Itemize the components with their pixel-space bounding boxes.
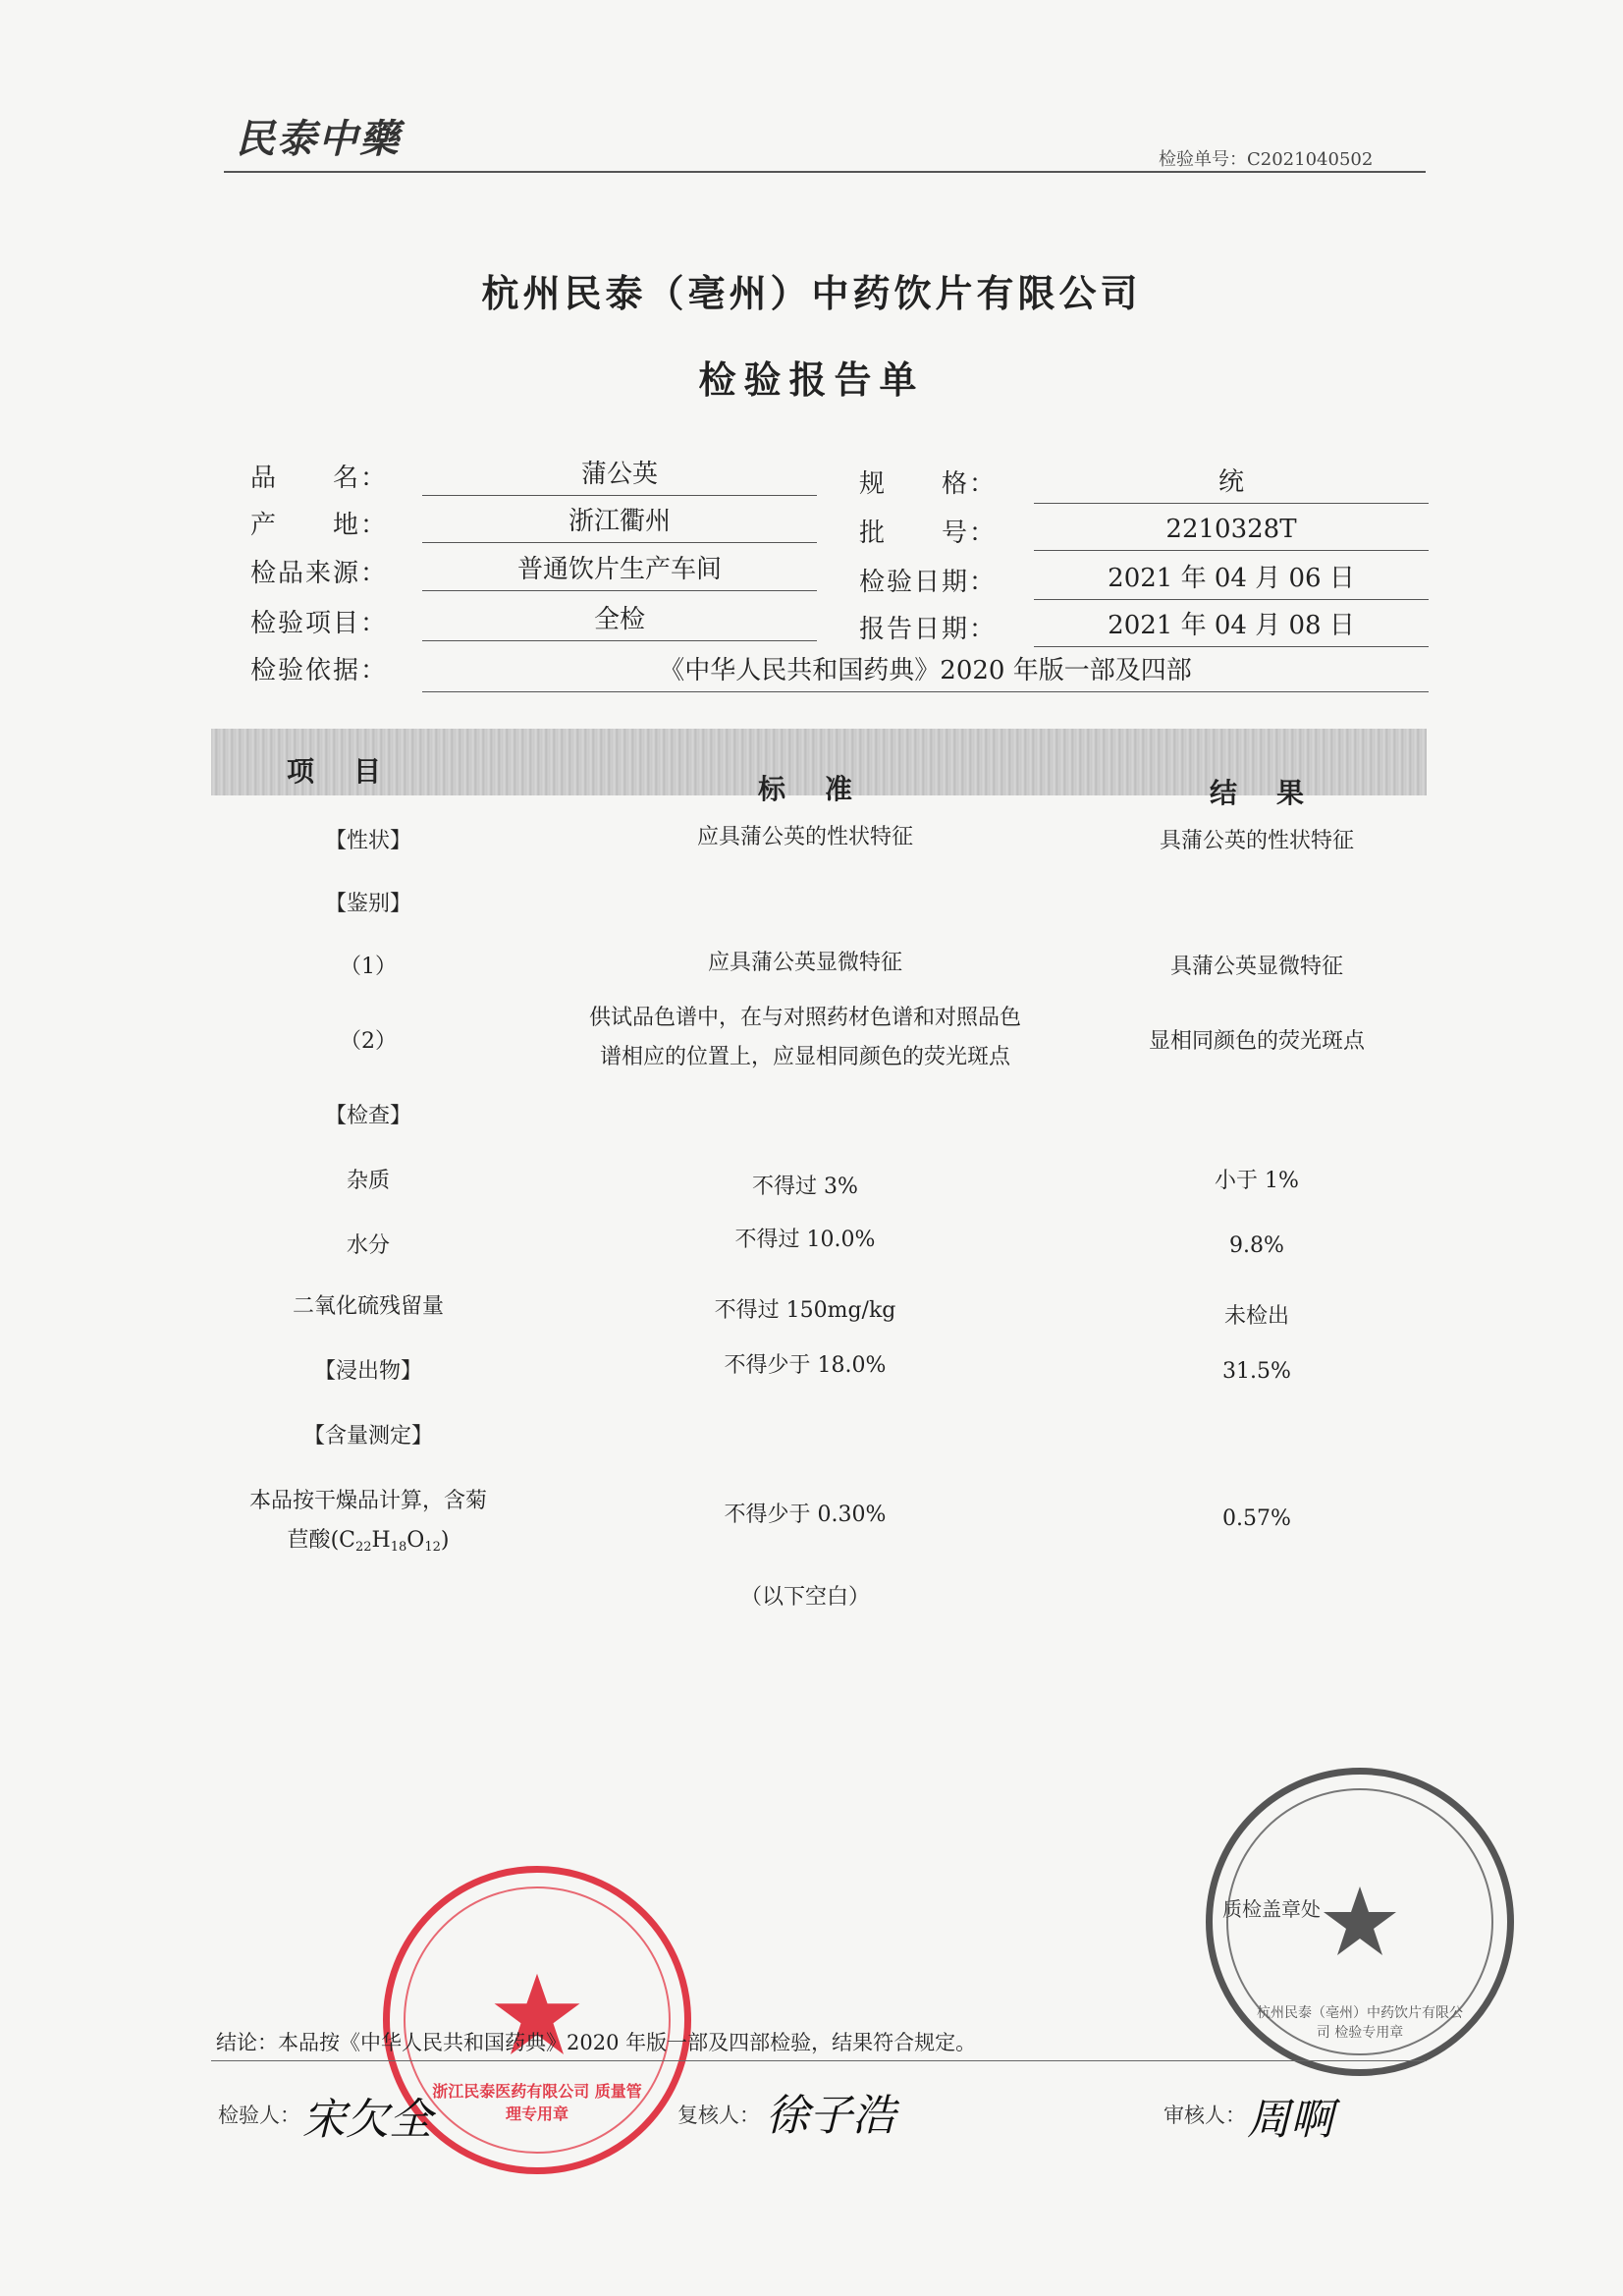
row-so2-result: 未检出 bbox=[1223, 1304, 1289, 1329]
report-number bbox=[1159, 145, 1373, 171]
company-logo: 民泰中藥 bbox=[236, 116, 401, 162]
row-extract-result: 31.5% bbox=[1222, 1359, 1291, 1384]
spec-value: 统 bbox=[1034, 465, 1429, 504]
row-content-standard: 不得少于 0.30% bbox=[724, 1503, 887, 1527]
inspection-seal-stamp bbox=[1206, 1768, 1514, 2076]
spec-label: 规 格： bbox=[859, 469, 998, 499]
row-ident2-item: （2） bbox=[340, 1029, 397, 1054]
row-ident2-standard-line2: 谱相应的位置上，应显相同颜色的荧光斑点 bbox=[599, 1045, 1010, 1069]
col-header-standard: 标准 bbox=[757, 773, 892, 805]
reviewer-label: 复核人： bbox=[677, 2104, 760, 2127]
source-value: 普通饮片生产车间 bbox=[422, 553, 817, 591]
item-label: 检验项目： bbox=[250, 609, 389, 638]
row-impurity-result: 小于 1% bbox=[1215, 1169, 1299, 1193]
product-value: 蒲公英 bbox=[422, 458, 817, 496]
row-so2-standard: 不得过 150mg/kg bbox=[714, 1298, 896, 1323]
star-icon bbox=[1321, 1883, 1399, 1961]
col-header-item: 项目 bbox=[286, 755, 420, 788]
report-date-value: 2021 年 04 月 08 日 bbox=[1034, 609, 1429, 647]
row-moisture-result: 9.8% bbox=[1229, 1233, 1284, 1258]
row-moisture-standard: 不得过 10.0% bbox=[734, 1228, 876, 1252]
row-inspection-item: 【检查】 bbox=[324, 1104, 411, 1128]
row-ident1-result: 具蒲公英显微特征 bbox=[1169, 955, 1343, 979]
row-content-item-line2 bbox=[226, 1522, 511, 1566]
row-content-result: 0.57% bbox=[1222, 1506, 1291, 1531]
reviewer-signature: 徐子浩 bbox=[766, 2091, 895, 2141]
batch-value: 2210328T bbox=[1034, 513, 1429, 551]
approver-signature: 周啊 bbox=[1247, 2095, 1333, 2145]
row-identification-item: 【鉴别】 bbox=[324, 892, 411, 916]
row-content-item-line1: 本品按干燥品计算，含菊 bbox=[248, 1489, 487, 1513]
row-impurity-item: 杂质 bbox=[346, 1169, 390, 1193]
blank-note: （以下空白） bbox=[739, 1585, 870, 1610]
row-so2-item: 二氧化硫残留量 bbox=[292, 1294, 444, 1319]
item-value: 全检 bbox=[422, 603, 817, 641]
source-label: 检品来源： bbox=[250, 559, 389, 588]
row-ident1-standard: 应具蒲公英显微特征 bbox=[707, 951, 902, 975]
basis-label: 检验依据： bbox=[250, 656, 389, 685]
report-number-value: C2021040502 bbox=[1247, 149, 1374, 170]
seal-area-label: 质检盖章处 bbox=[1222, 1897, 1321, 1921]
row-ident1-item: （1） bbox=[340, 955, 397, 979]
test-date-value: 2021 年 04 月 06 日 bbox=[1034, 562, 1429, 600]
test-date-label: 检验日期： bbox=[859, 568, 998, 597]
origin-label: 产 地： bbox=[250, 511, 389, 540]
row-ident2-standard-line1: 供试品色谱中，在与对照药材色谱和对照品色 bbox=[588, 1006, 1021, 1030]
row-appearance-standard: 应具蒲公英的性状特征 bbox=[696, 825, 913, 849]
inspector-label: 检验人： bbox=[218, 2104, 300, 2127]
footer-divider bbox=[211, 2060, 1427, 2061]
report-number-label: 检验单号： bbox=[1159, 149, 1247, 170]
inspector-signature: 宋欠全 bbox=[302, 2095, 432, 2145]
conclusion-text: 结论：本品按《中华人民共和国药典》2020 年版一部及四部检验，结果符合规定。 bbox=[216, 2031, 977, 2054]
report-date-label: 报告日期： bbox=[859, 615, 998, 644]
product-label: 品 名： bbox=[250, 464, 389, 493]
row-extract-standard: 不得少于 18.0% bbox=[724, 1353, 887, 1378]
chicoric-acid-label: 苣酸 bbox=[287, 1528, 331, 1553]
row-assay-item: 【含量测定】 bbox=[302, 1424, 433, 1449]
report-title: 检验报告单 bbox=[698, 357, 925, 402]
col-header-result: 结果 bbox=[1209, 777, 1343, 809]
approver-label: 审核人： bbox=[1163, 2104, 1246, 2127]
row-moisture-item: 水分 bbox=[346, 1233, 390, 1258]
inspection-seal-text: 杭州民泰（亳州）中药饮片有限公司 检验专用章 bbox=[1257, 2005, 1463, 2041]
row-ident2-result: 显相同颜色的荧光斑点 bbox=[1148, 1029, 1365, 1054]
row-appearance-result: 具蒲公英的性状特征 bbox=[1159, 829, 1354, 853]
header-divider bbox=[224, 171, 1426, 173]
quality-seal-text: 浙江民泰医药有限公司 质量管理专用章 bbox=[432, 2082, 642, 2123]
row-impurity-standard: 不得过 3% bbox=[752, 1175, 858, 1199]
basis-value: 《中华人民共和国药典》2020 年版一部及四部 bbox=[422, 654, 1429, 692]
row-appearance-item: 【性状】 bbox=[324, 829, 411, 853]
row-extract-item: 【浸出物】 bbox=[313, 1359, 422, 1384]
chemical-formula: $(C_{22}H_{18}O_{12})$ bbox=[330, 1528, 450, 1555]
company-title: 杭州民泰（亳州）中药饮片有限公司 bbox=[481, 271, 1142, 315]
batch-label: 批 号： bbox=[859, 519, 998, 548]
origin-value: 浙江衢州 bbox=[422, 505, 817, 543]
